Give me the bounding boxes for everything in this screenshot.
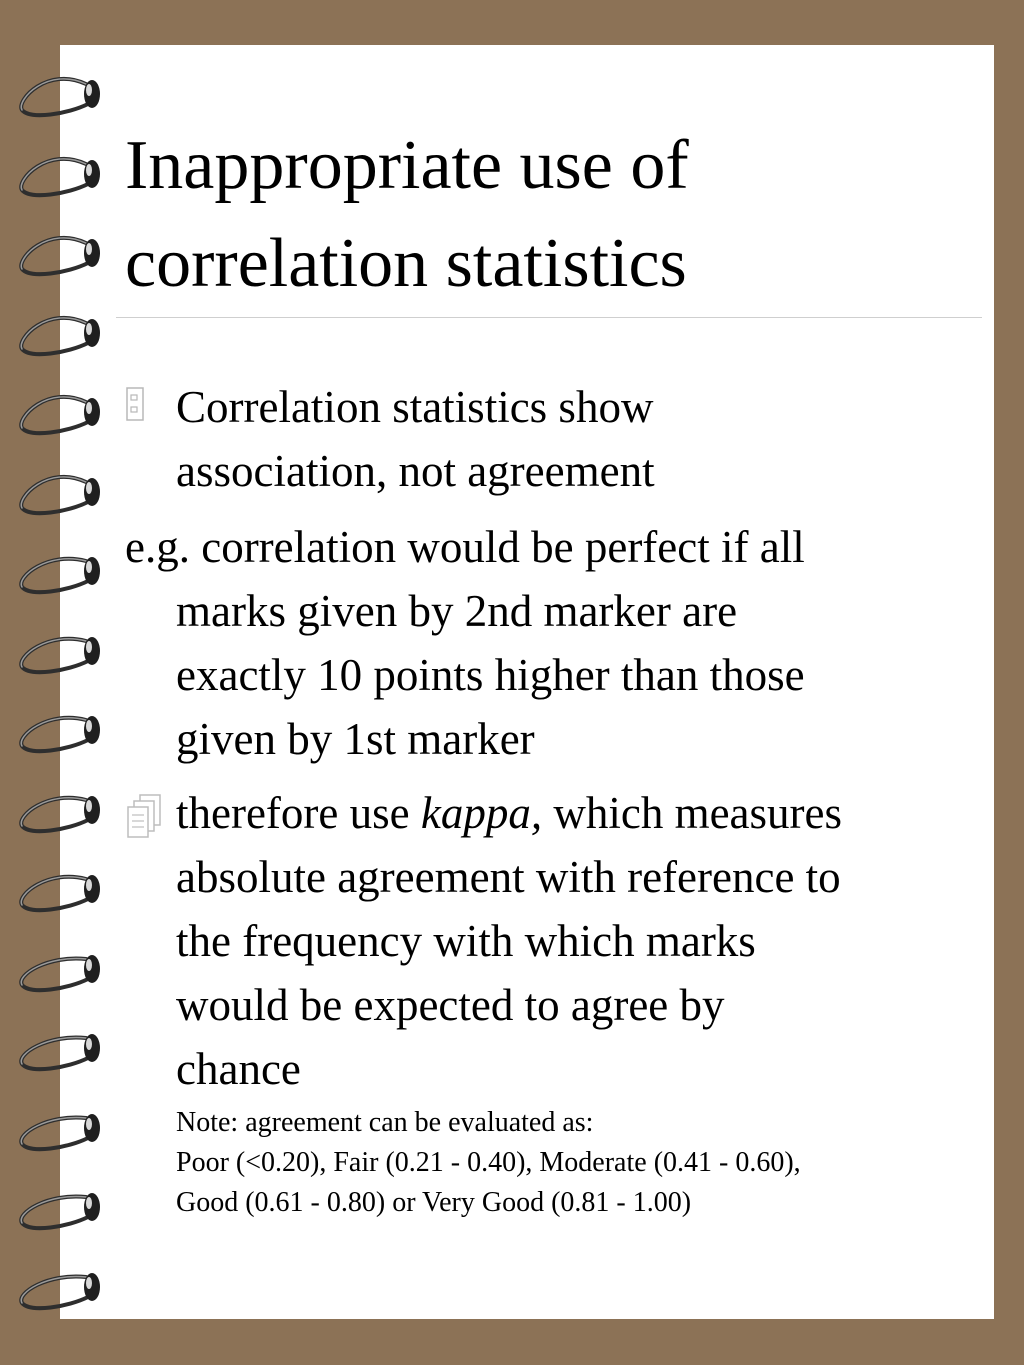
spiral-ring — [8, 706, 108, 762]
example-paragraph — [125, 515, 976, 771]
spiral-ring — [8, 547, 108, 603]
title-divider — [116, 317, 982, 318]
bullet2-prefix: therefore use — [176, 788, 421, 838]
notebook-spiral-icon — [8, 70, 108, 1300]
bullet1-line-2: association, not agreement — [176, 446, 655, 496]
example-line-3: exactly 10 points higher than those — [176, 650, 805, 700]
example-line-2: marks given by 2nd marker are — [176, 586, 738, 636]
note-line-2: Poor (<0.20), Fair (0.21 - 0.40), Moderate (0.41 - 0.60), — [176, 1147, 801, 1178]
notebook-page — [60, 45, 994, 1319]
stacked-pages-bullet-icon — [126, 793, 162, 839]
bullet2-line-5: chance — [176, 1044, 301, 1094]
bullet2-suffix: which measures — [542, 788, 843, 838]
bullet-association — [176, 375, 976, 503]
title-line-1: Inappropriate use of — [125, 127, 689, 204]
bullet2-line-2: absolute agreement with reference to — [176, 852, 841, 902]
bullet-kappa — [176, 781, 976, 1101]
spiral-ring — [8, 150, 108, 206]
spiral-ring — [8, 1183, 108, 1239]
spiral-ring — [8, 945, 108, 1001]
slide-title — [125, 117, 689, 313]
spiral-ring — [8, 309, 108, 365]
note-line-3: Good (0.61 - 0.80) or Very Good (0.81 - 1.00) — [176, 1187, 692, 1218]
note-line-1: Note: agreement can be evaluated as: — [176, 1107, 594, 1138]
kappa-term: kappa, — [420, 788, 543, 838]
bullet2-line-4: would be expected to agree by — [176, 980, 725, 1030]
spiral-ring — [8, 388, 108, 444]
spiral-ring — [8, 1104, 108, 1160]
title-line-2: correlation statistics — [125, 225, 687, 302]
agreement-note — [176, 1103, 801, 1223]
spiral-ring — [8, 1024, 108, 1080]
spiral-ring — [8, 70, 108, 126]
spiral-ring — [8, 229, 108, 285]
spiral-ring — [8, 627, 108, 683]
bullet1-line-1: Correlation statistics show — [176, 382, 654, 432]
example-line-1: e.g. correlation would be perfect if all — [125, 522, 805, 572]
document-bullet-icon — [126, 387, 144, 421]
example-line-4: given by 1st marker — [176, 714, 535, 764]
spiral-ring — [8, 865, 108, 921]
spiral-ring — [8, 786, 108, 842]
bullet2-line-3: the frequency with which marks — [176, 916, 756, 966]
spiral-ring — [8, 468, 108, 524]
bullet2-line-1 — [176, 781, 976, 845]
spiral-ring — [8, 1263, 108, 1319]
